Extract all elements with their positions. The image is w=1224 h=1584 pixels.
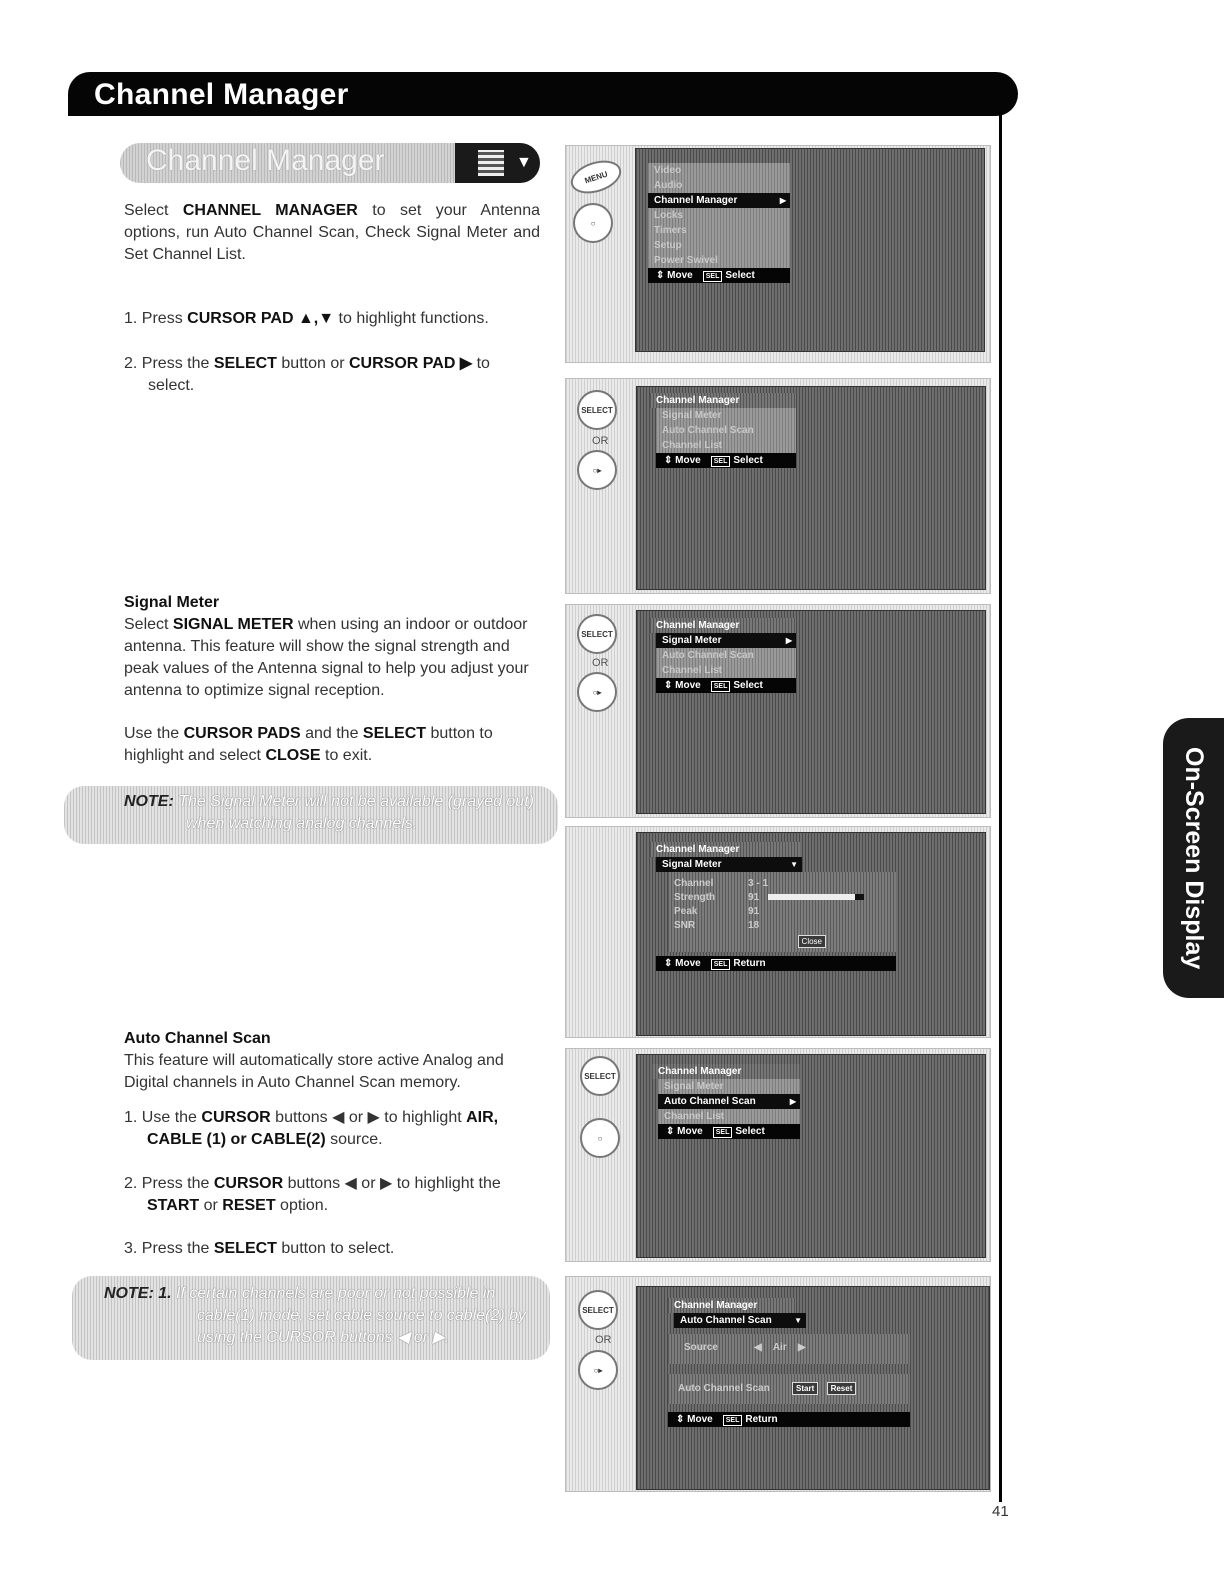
select-button[interactable]: SELECT: [577, 390, 617, 430]
text: buttons ◀ or ▶ to highlight: [270, 1109, 467, 1126]
menu-head: Channel Manager: [650, 618, 796, 633]
sel-badge: SEL: [711, 456, 731, 467]
menu-head: Channel Manager: [668, 1298, 796, 1313]
menu-item[interactable]: Channel List: [656, 438, 796, 453]
footer-move: Move: [677, 1126, 703, 1137]
step-text: button or: [276, 355, 349, 372]
select-button[interactable]: SELECT: [580, 1056, 620, 1096]
menu-item-auto-channel-scan[interactable]: [658, 1094, 800, 1109]
intro-post: to set your Antenna options, run Auto Channel Scan, Check Signal Meter and Set Channel List.: [124, 202, 540, 263]
menu-footer: [656, 678, 796, 693]
meter-row: [674, 919, 890, 933]
text-bold: START: [147, 1197, 200, 1214]
menu-item-label: Signal Meter: [662, 635, 722, 646]
text: source.: [325, 1131, 383, 1148]
updown-icon: ⇕: [656, 270, 665, 281]
cm-menu: [650, 618, 796, 693]
menu-item-auto-channel-scan: [674, 1313, 806, 1328]
cm-menu: [652, 1064, 800, 1139]
text-bold: CURSOR PADS: [183, 725, 301, 742]
arrow-right-icon[interactable]: ▶: [797, 1342, 806, 1353]
triangle-down-icon: ▼: [790, 860, 798, 869]
footer-action: Select: [733, 455, 763, 466]
intro-pre: Select: [124, 202, 183, 219]
menu-footer: [648, 268, 790, 283]
auto-scan-step-2: [124, 1173, 540, 1217]
footer-move: Move: [687, 1414, 713, 1425]
or-label: OR: [592, 435, 609, 447]
footer-move: Move: [675, 958, 701, 969]
step-number: 1.: [124, 1109, 138, 1126]
menu-footer: [656, 453, 796, 468]
text: Press the: [141, 1175, 214, 1192]
auto-scan-step-1: [124, 1107, 540, 1151]
text: button to highlight and select: [124, 725, 493, 764]
footer-move: Move: [667, 270, 693, 281]
signal-meter-paragraph: [124, 614, 540, 702]
source-label: Source: [684, 1342, 718, 1353]
text-bold: CLOSE: [265, 747, 321, 764]
menu-item[interactable]: Timers: [648, 223, 790, 238]
note-label: NOTE: 1.: [104, 1285, 172, 1302]
note-body: If certain channels are poor or not possible in cable(1) mode, set cable source to cable(2) by using the CURSOR buttons ◀ or ▶.: [176, 1285, 527, 1346]
updown-icon: ⇕: [664, 958, 673, 969]
step-bold: CURSOR PAD ▶: [349, 355, 473, 372]
menu-footer: [658, 1124, 800, 1139]
or-label: OR: [595, 1334, 612, 1346]
menu-button[interactable]: MENU: [567, 155, 626, 200]
updown-icon: ⇕: [664, 680, 673, 691]
arrow-left-icon[interactable]: ◀: [754, 1342, 762, 1353]
close-button[interactable]: Close: [798, 935, 826, 948]
meter-row: [674, 877, 890, 891]
footer-action: Select: [725, 270, 755, 281]
text: Use the: [141, 1109, 202, 1126]
meter-value: 91: [748, 892, 760, 903]
text-bold: CURSOR: [201, 1109, 271, 1126]
arrow-right-icon: ▶: [789, 1097, 796, 1106]
meter-row: [674, 891, 890, 905]
menu-item-label: Auto Channel Scan: [664, 1096, 756, 1107]
menu-icon: [478, 150, 504, 176]
step-number: 3.: [124, 1240, 138, 1257]
updown-icon: ⇕: [676, 1414, 685, 1425]
meter-value: 3 - 1: [748, 878, 769, 889]
menu-item-label: Auto Channel Scan: [680, 1315, 772, 1326]
menu-item[interactable]: Channel List: [656, 663, 796, 678]
menu-item-channel-manager[interactable]: [648, 193, 790, 208]
step-text: to highlight functions.: [334, 310, 489, 327]
strength-bar: [768, 894, 864, 900]
text: and the: [300, 725, 363, 742]
step-bold: SELECT: [213, 355, 277, 372]
intro-paragraph: [124, 200, 540, 266]
arrow-right-icon: ▶: [779, 196, 786, 205]
sel-badge: SEL: [723, 1415, 743, 1426]
signal-meter-screen: [650, 842, 896, 971]
triangle-down-icon: ▼: [516, 154, 532, 171]
cursor-pad-icon[interactable]: ○▸: [578, 1350, 618, 1390]
text-bold: SIGNAL METER: [172, 616, 294, 633]
text-bold: SELECT: [213, 1240, 277, 1257]
menu-item[interactable]: Locks: [648, 208, 790, 223]
step-text: Press the: [141, 355, 214, 372]
source-value: Air: [772, 1342, 787, 1353]
menu-item[interactable]: Setup: [648, 238, 790, 253]
signal-meter-heading: Signal Meter: [124, 594, 220, 611]
footer-action: Return: [745, 1414, 778, 1425]
side-tab-label: On-Screen Display: [1180, 746, 1208, 970]
menu-head: Channel Manager: [652, 1064, 800, 1079]
cm-menu: [650, 393, 796, 468]
right-divider: [999, 112, 1002, 1502]
source-row[interactable]: [668, 1334, 910, 1364]
footer-action: Select: [733, 680, 763, 691]
cursor-pad-icon[interactable]: ○: [573, 203, 613, 243]
meter-value: 91: [748, 906, 760, 917]
cursor-pad-icon[interactable]: ○: [580, 1118, 620, 1158]
or-label: OR: [592, 657, 609, 669]
step-number: 2.: [124, 1175, 138, 1192]
footer-move: Move: [675, 680, 701, 691]
menu-item[interactable]: Signal Meter: [656, 408, 796, 423]
menu-item-signal-meter: [656, 857, 802, 872]
menu-item-label: Signal Meter: [662, 859, 722, 870]
menu-footer: [656, 956, 896, 971]
auto-scan-heading: Auto Channel Scan: [124, 1030, 271, 1047]
main-menu: [648, 163, 790, 283]
step-1: [124, 308, 540, 330]
arrow-right-icon: ▶: [785, 636, 792, 645]
sel-badge: SEL: [703, 271, 723, 282]
note-label: NOTE:: [124, 793, 174, 810]
text: or: [199, 1197, 223, 1214]
menu-item[interactable]: Channel List: [658, 1109, 800, 1124]
text: buttons ◀ or ▶ to highlight the: [283, 1175, 501, 1192]
text: Select: [124, 616, 173, 633]
select-button[interactable]: SELECT: [578, 1290, 618, 1330]
menu-head: Channel Manager: [650, 842, 800, 857]
signal-meter-box: [668, 872, 896, 952]
note-body: The Signal Meter will not be available (grayed out) when watching analog channels.: [178, 793, 534, 832]
updown-icon: ⇕: [664, 455, 673, 466]
sel-badge: SEL: [713, 1127, 733, 1138]
page-number: 41: [992, 1503, 1009, 1520]
menu-item[interactable]: Audio: [648, 178, 790, 193]
text-bold: RESET: [222, 1197, 276, 1214]
step-text: Press: [141, 310, 188, 327]
meter-label: SNR: [674, 920, 696, 931]
reset-button[interactable]: Reset: [827, 1382, 857, 1395]
text: Use the: [124, 725, 184, 742]
menu-item[interactable]: Video: [648, 163, 790, 178]
triangle-down-icon: ▼: [794, 1316, 802, 1325]
sel-badge: SEL: [711, 681, 731, 692]
page-title: Channel Manager: [94, 78, 349, 111]
scan-label: Auto Channel Scan: [678, 1383, 770, 1394]
cursor-pad-icon[interactable]: ○▸: [577, 450, 617, 490]
menu-item[interactable]: Signal Meter: [658, 1079, 800, 1094]
scan-screen: [668, 1298, 912, 1427]
step-number: 2.: [124, 355, 138, 372]
meter-row: [674, 905, 890, 919]
text: to exit.: [320, 747, 373, 764]
step-bold: CURSOR PAD ▲,▼: [187, 310, 335, 327]
menu-item[interactable]: Auto Channel Scan: [656, 423, 796, 438]
menu-item[interactable]: Auto Channel Scan: [656, 648, 796, 663]
scan-row: [668, 1374, 910, 1404]
footer-move: Move: [675, 455, 701, 466]
text: button to select.: [276, 1240, 395, 1257]
note-text: [124, 791, 554, 835]
updown-icon: ⇕: [666, 1126, 675, 1137]
step-2: [124, 353, 540, 397]
text: option.: [275, 1197, 329, 1214]
text-bold: CURSOR: [213, 1175, 284, 1192]
start-button[interactable]: Start: [792, 1382, 818, 1395]
meter-value: 18: [748, 920, 760, 931]
menu-item-label: Channel Manager: [654, 195, 738, 206]
auto-scan-step-3: [124, 1238, 540, 1260]
note-text: [104, 1283, 544, 1349]
text: when using an indoor or outdoor antenna. This feature will show the signal strength and peak values of the Antenna signal to help you adjust your antenna to optimize signal reception.: [124, 616, 529, 699]
footer-action: Return: [733, 958, 766, 969]
step-text: to select.: [148, 355, 490, 394]
select-button[interactable]: SELECT: [577, 614, 617, 654]
meter-label: Strength: [674, 892, 716, 903]
footer-action: Select: [735, 1126, 765, 1137]
menu-head: Channel Manager: [650, 393, 796, 408]
menu-item-signal-meter[interactable]: [656, 633, 796, 648]
sel-badge: SEL: [711, 959, 731, 970]
meter-label: Peak: [674, 906, 698, 917]
menu-footer: [668, 1412, 910, 1427]
strength-bar-fill: [768, 894, 855, 900]
cursor-pad-icon[interactable]: ○▸: [577, 672, 617, 712]
text: Press the: [141, 1240, 214, 1257]
auto-scan-paragraph: This feature will automatically store active Analog and Digital channels in Auto Channel Scan memory.: [124, 1052, 504, 1091]
step-number: 1.: [124, 310, 138, 327]
menu-item[interactable]: Power Swivel: [648, 253, 790, 268]
text-bold: AIR, CABLE (1) or CABLE(2): [147, 1109, 499, 1148]
text-bold: SELECT: [362, 725, 427, 742]
section-banner-title: Channel Manager: [146, 144, 385, 177]
signal-meter-paragraph-2: [124, 723, 540, 767]
meter-label: Channel: [674, 878, 714, 889]
intro-bold: CHANNEL MANAGER: [182, 202, 358, 219]
